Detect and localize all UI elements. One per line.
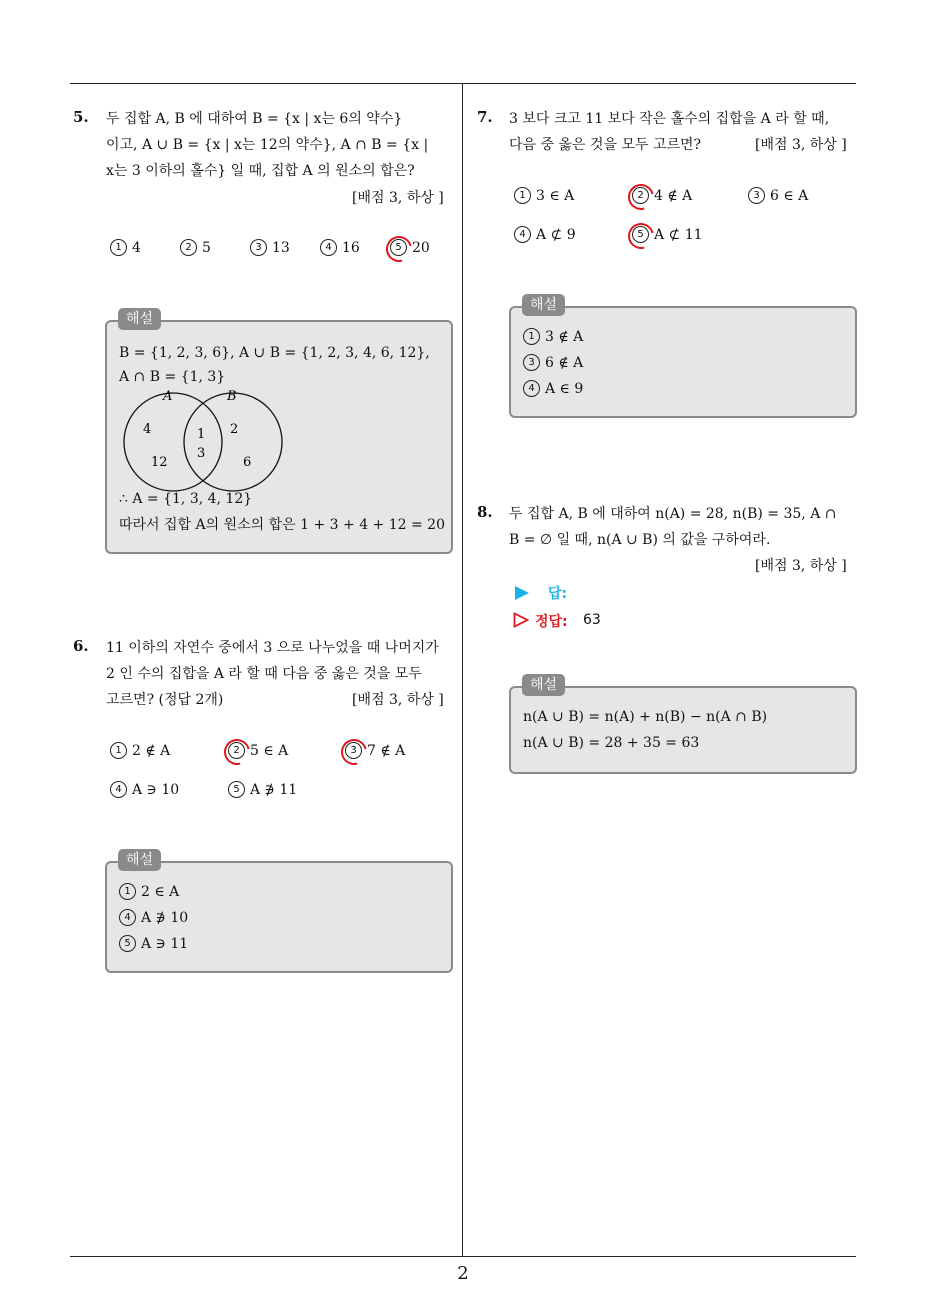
- q8-solution-tag: 해설: [522, 674, 565, 696]
- answer-label: 답:: [548, 586, 568, 602]
- circled-number-icon: 3: [748, 187, 765, 204]
- circled-number-icon: 4: [523, 380, 540, 397]
- q7-choice-4[interactable]: [514, 225, 576, 245]
- q6-choice-4[interactable]: [110, 780, 179, 800]
- q7-solution-line-3: [523, 376, 583, 402]
- choice-text: 2 ∉ A: [132, 743, 171, 759]
- circled-number-icon: 1: [110, 742, 127, 759]
- q6-number: 6.: [73, 637, 89, 655]
- q5-choice-1[interactable]: [110, 238, 141, 258]
- q5-solution-line-4: 따라서 집합 A의 원소의 합은 1 + 3 + 4 + 12 = 20: [119, 517, 445, 533]
- venn-both-2: 3: [197, 446, 206, 461]
- q8-line-1: 두 집합 A, B 에 대하여 n(A) = 28, n(B) = 35, A ∩: [509, 506, 837, 522]
- q5-line-2: 이고, A ∪ B = {x | x는 12의 약수}, A ∩ B = {x |: [106, 137, 429, 153]
- q5-solution-box: [105, 320, 453, 554]
- venn-b-only-1: 2: [230, 422, 239, 437]
- venn-a-only-1: 4: [143, 422, 152, 437]
- q6-choice-1[interactable]: [110, 741, 170, 761]
- circled-number-icon: 4: [320, 239, 337, 256]
- circled-number-icon: 5: [119, 935, 136, 952]
- q5-choice-2[interactable]: [180, 238, 211, 258]
- q7-solution-tag: 해설: [522, 294, 565, 316]
- venn-a-only-2: 12: [151, 455, 168, 470]
- page-number: 2: [457, 1263, 469, 1284]
- choice-text: 5 ∈ A: [250, 743, 289, 759]
- q6-solution-line-3: [119, 931, 188, 957]
- choice-text: 20: [412, 240, 430, 256]
- column-divider: [462, 83, 463, 1257]
- q8-number: 8.: [477, 503, 493, 521]
- q7-number: 7.: [477, 108, 493, 126]
- choice-text: A ⊄ 11: [654, 227, 703, 243]
- choice-text: 4 ∉ A: [654, 188, 693, 204]
- answer-field[interactable]: [580, 583, 780, 603]
- circled-number-icon: 3: [345, 742, 362, 759]
- circled-number-icon: 1: [110, 239, 127, 256]
- q5-number: 5.: [73, 108, 89, 126]
- circled-number-icon: 2: [180, 239, 197, 256]
- choice-text: 16: [342, 240, 360, 256]
- bottom-rule: [70, 1256, 856, 1257]
- choice-text: 6 ∈ A: [770, 188, 809, 204]
- choice-text: A ⊄ 9: [536, 227, 576, 243]
- correct-value: 63: [583, 612, 601, 628]
- q6-choice-5[interactable]: [228, 780, 297, 800]
- q6-line-1: 11 이하의 자연수 중에서 3 으로 나누었을 때 나머지가: [106, 640, 439, 656]
- top-rule: [70, 83, 856, 84]
- choice-text: 7 ∉ A: [367, 743, 406, 759]
- q8-solution-line-1: n(A ∪ B) = n(A) + n(B) − n(A ∩ B): [523, 709, 768, 725]
- venn-b-only-2: 6: [243, 455, 252, 470]
- circled-number-icon: 4: [119, 909, 136, 926]
- venn-both-1: 1: [197, 427, 206, 442]
- answer-arrow-icon: [514, 585, 530, 601]
- q7-solution-line-1: [523, 324, 583, 350]
- q6-line-3: 고르면? (정답 2개): [106, 692, 224, 708]
- solution-text: 3 ∉ A: [545, 329, 584, 345]
- q8-line-2: B = ∅ 일 때, n(A ∪ B) 의 값을 구하여라.: [509, 532, 771, 548]
- q7-choice-5[interactable]: [632, 225, 703, 245]
- q6-score: [배점 3, 하상 ]: [352, 692, 444, 708]
- circled-number-icon: 1: [119, 883, 136, 900]
- q6-solution-box: [105, 861, 453, 973]
- q7-choice-2[interactable]: [632, 186, 692, 206]
- circled-number-icon: 3: [523, 354, 540, 371]
- choice-text: 5: [202, 240, 211, 256]
- venn-diagram: [115, 388, 295, 498]
- circled-number-icon: 5: [632, 226, 649, 243]
- q7-line-1: 3 보다 크고 11 보다 작은 홀수의 집합을 A 라 할 때,: [509, 111, 830, 127]
- correct-arrow-icon: [513, 612, 529, 628]
- q6-choice-2[interactable]: [228, 741, 288, 761]
- q6-line-2: 2 인 수의 집합을 A 라 할 때 다음 중 옳은 것을 모두: [106, 666, 422, 682]
- circled-number-icon: 5: [228, 781, 245, 798]
- solution-text: 2 ∈ A: [141, 884, 180, 900]
- q7-solution-line-2: [523, 350, 583, 376]
- solution-text: A ∋ 11: [141, 936, 189, 952]
- q7-line-2: 다음 중 옳은 것을 모두 고르면?: [509, 137, 702, 153]
- q6-choice-3[interactable]: [345, 741, 405, 761]
- q5-score: [배점 3, 하상 ]: [352, 190, 444, 206]
- q5-solution-tag: 해설: [118, 308, 161, 330]
- correct-label: 정답:: [535, 614, 568, 630]
- q7-score: [배점 3, 하상 ]: [755, 137, 847, 153]
- circled-number-icon: 4: [110, 781, 127, 798]
- circled-number-icon: 4: [514, 226, 531, 243]
- choice-text: 4: [132, 240, 141, 256]
- q5-solution-line-1: B = {1, 2, 3, 6}, A ∪ B = {1, 2, 3, 4, 6, 12},: [119, 345, 430, 361]
- q5-solution-line-2: A ∩ B = {1, 3}: [119, 369, 226, 385]
- q7-choice-3[interactable]: [748, 186, 808, 206]
- choice-text: 3 ∈ A: [536, 188, 575, 204]
- solution-text: 6 ∉ A: [545, 355, 584, 371]
- q6-solution-line-1: [119, 879, 179, 905]
- choice-text: A ∌ 11: [250, 782, 298, 798]
- q8-solution-box: [509, 686, 857, 774]
- choice-text: 13: [272, 240, 290, 256]
- circled-number-icon: 1: [523, 328, 540, 345]
- q5-solution-line-3: ∴ A = {1, 3, 4, 12}: [119, 491, 253, 507]
- q5-line-1: 두 집합 A, B 에 대하여 B = {x | x는 6의 약수}: [106, 111, 403, 127]
- solution-text: A ∌ 10: [141, 910, 189, 926]
- circled-number-icon: 2: [632, 187, 649, 204]
- circled-number-icon: 2: [228, 742, 245, 759]
- circled-number-icon: 5: [390, 239, 407, 256]
- q6-solution-tag: 해설: [118, 849, 161, 871]
- q5-line-3: x는 3 이하의 홀수} 일 때, 집합 A 의 원소의 합은?: [106, 163, 415, 179]
- q5-choice-3[interactable]: [250, 238, 290, 258]
- solution-text: A ∈ 9: [545, 381, 584, 397]
- q8-solution-line-2: n(A ∪ B) = 28 + 35 = 63: [523, 735, 700, 751]
- circled-number-icon: 1: [514, 187, 531, 204]
- q5-choice-5[interactable]: [390, 238, 430, 258]
- circled-number-icon: 3: [250, 239, 267, 256]
- q6-solution-line-2: [119, 905, 188, 931]
- q7-solution-box: [509, 306, 857, 418]
- q8-text: [509, 501, 859, 553]
- q5-text: [106, 106, 456, 184]
- choice-text: A ∋ 10: [132, 782, 180, 798]
- q5-choice-4[interactable]: [320, 238, 360, 258]
- venn-label-a: A: [163, 389, 173, 404]
- q8-score: [배점 3, 하상 ]: [755, 558, 847, 574]
- venn-label-b: B: [227, 389, 237, 404]
- q7-choice-1[interactable]: [514, 186, 574, 206]
